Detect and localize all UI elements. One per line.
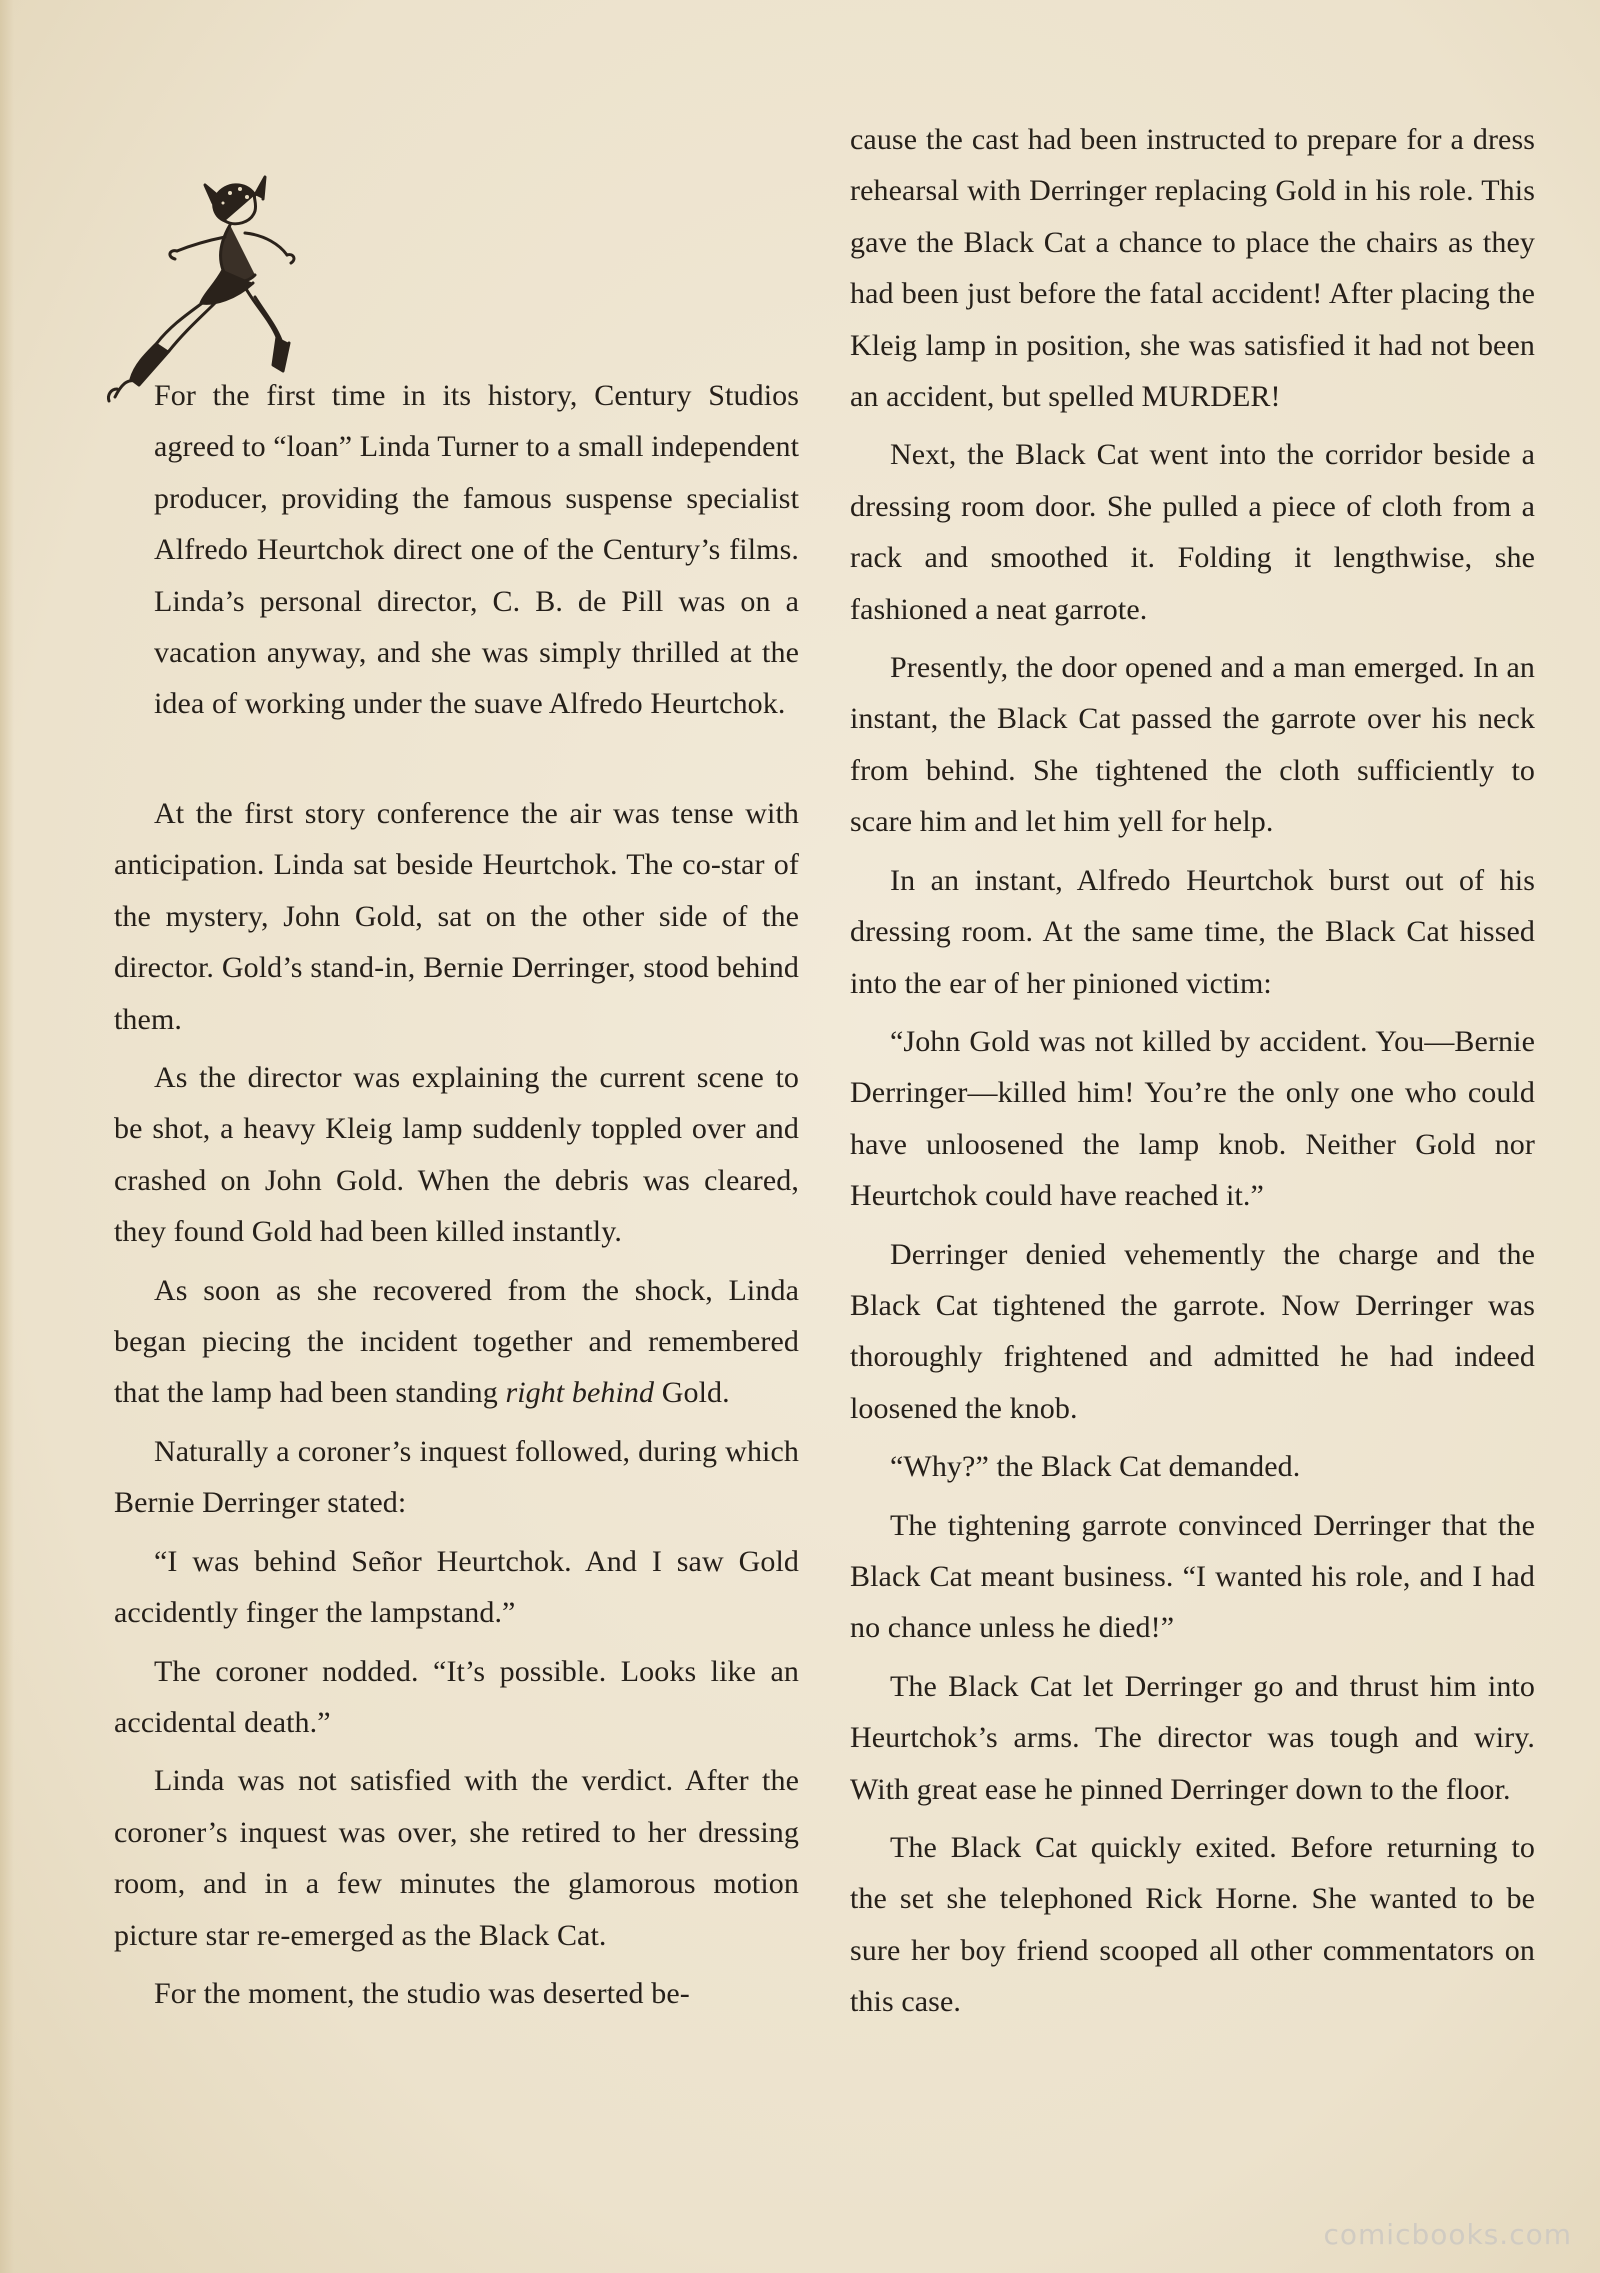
paragraph: The coroner nodded. “It’s possible. Looks like an accidental death.” [114,1654,799,1739]
paragraph: Derringer denied vehemently the charge and the Black Cat tightened the garrote. Now Derringer was thoroughly frightened and admitted he had indeed loosened the knob. [850,1237,1535,1425]
paragraph: In an instant, Alfredo Heurtchok burst out of his dressing room. At the same time, the Black Cat hissed into the ear of her pinioned victim: [850,863,1535,1000]
italic-emphasis: right behind [505,1376,655,1410]
right-column-paragraphs [850,114,1535,2028]
paragraph-shock [114,1265,799,1419]
paragraph: “I was behind Señor Heurtchok. And I saw Gold accidently finger the lampstand.” [114,1544,799,1630]
paragraph: For the moment, the studio was deserted be- [154,1976,690,2010]
paragraph: Next, the Black Cat went into the corridor beside a dressing room door. She pulled a piece of cloth from a rack and smoothed it. Folding it lengthwise, she fashioned a neat garrote. [850,438,1535,626]
watermark: comicbooks.com [1323,2218,1572,2251]
paragraph: “John Gold was not killed by accident. You—Bernie Derringer—killed him! You’re the only one who could have unloosened the lamp knob. Neither Gold nor Heurtchok could have reached it.” [850,1024,1535,1213]
paragraph: Naturally a coroner’s inquest followed, during which Bernie Derringer stated: [114,1434,799,1520]
paragraph: “Why?” the Black Cat demanded. [890,1450,1301,1484]
paragraph: The tightening garrote convinced Derringer that the Black Cat meant business. “I wanted his role, and I had no chance unless he died!” [850,1508,1535,1645]
page-edge-shadow [0,0,14,2273]
paragraph: Presently, the door opened and a man emerged. In an instant, the Black Cat passed the garrote over his neck from behind. She tightened the cloth sufficiently to scare him and let him yell for help. [850,651,1535,839]
paragraph: For the first time in its history, Century Studios agreed to “loan” Linda Turner to a small independent producer, providing the famous suspense specialist Alfredo Heurtchok direct one of the Century’s films. Linda’s personal director, C. B. de Pill was on a vacation anyway, and she was simply thrilled at the idea of working under the suave Alfredo Heurtchok. [154,379,800,721]
paragraph-intro-wrapper [154,370,799,730]
paragraph: Linda was not satisfied with the verdict. After the coroner’s inquest was over, she retired to her dressing room, and in a few minutes the glamorous motion picture star re-emerged as the Black Cat. [114,1764,799,1952]
paragraph-text: As soon as she recovered from the shock, Linda began piecing the incident together and remembered that the lamp had been standing [114,1273,799,1410]
paragraph: At the first story conference the air was tense with anticipation. Linda sat beside Heurtchok. The co-star of the mystery, John Gold, sat on the other side of the director. Gold’s stand-in, Bernie Derringer, stood behind them. [114,797,799,1036]
paragraph-text: Gold. [654,1376,730,1410]
paragraph: As the director was explaining the current scene to be shot, a heavy Kleig lamp suddenly toppled over and crashed on John Gold. When the debris was cleared, they found Gold had been killed instantly. [114,1061,799,1249]
left-column-paragraphs [114,788,799,2019]
paragraph: The Black Cat quickly exited. Before returning to the set she telephoned Rick Horne. She wanted to be sure her boy friend scooped all other commentators on this case. [850,1831,1535,2019]
paragraph-continuation: cause the cast had been instructed to prepare for a dress rehearsal with Derringer replacing Gold in his role. This gave the Black Cat a chance to place the chairs as they had been just before the fatal accident! After placing the Kleig lamp in position, she was satisfied it had not been an accident, but spelled MURDER! [850,123,1535,414]
paragraph: The Black Cat let Derringer go and thrust him into Heurtchok’s arms. The director was tough and wiry. With great ease he pinned Derringer down to the floor. [850,1669,1535,1806]
